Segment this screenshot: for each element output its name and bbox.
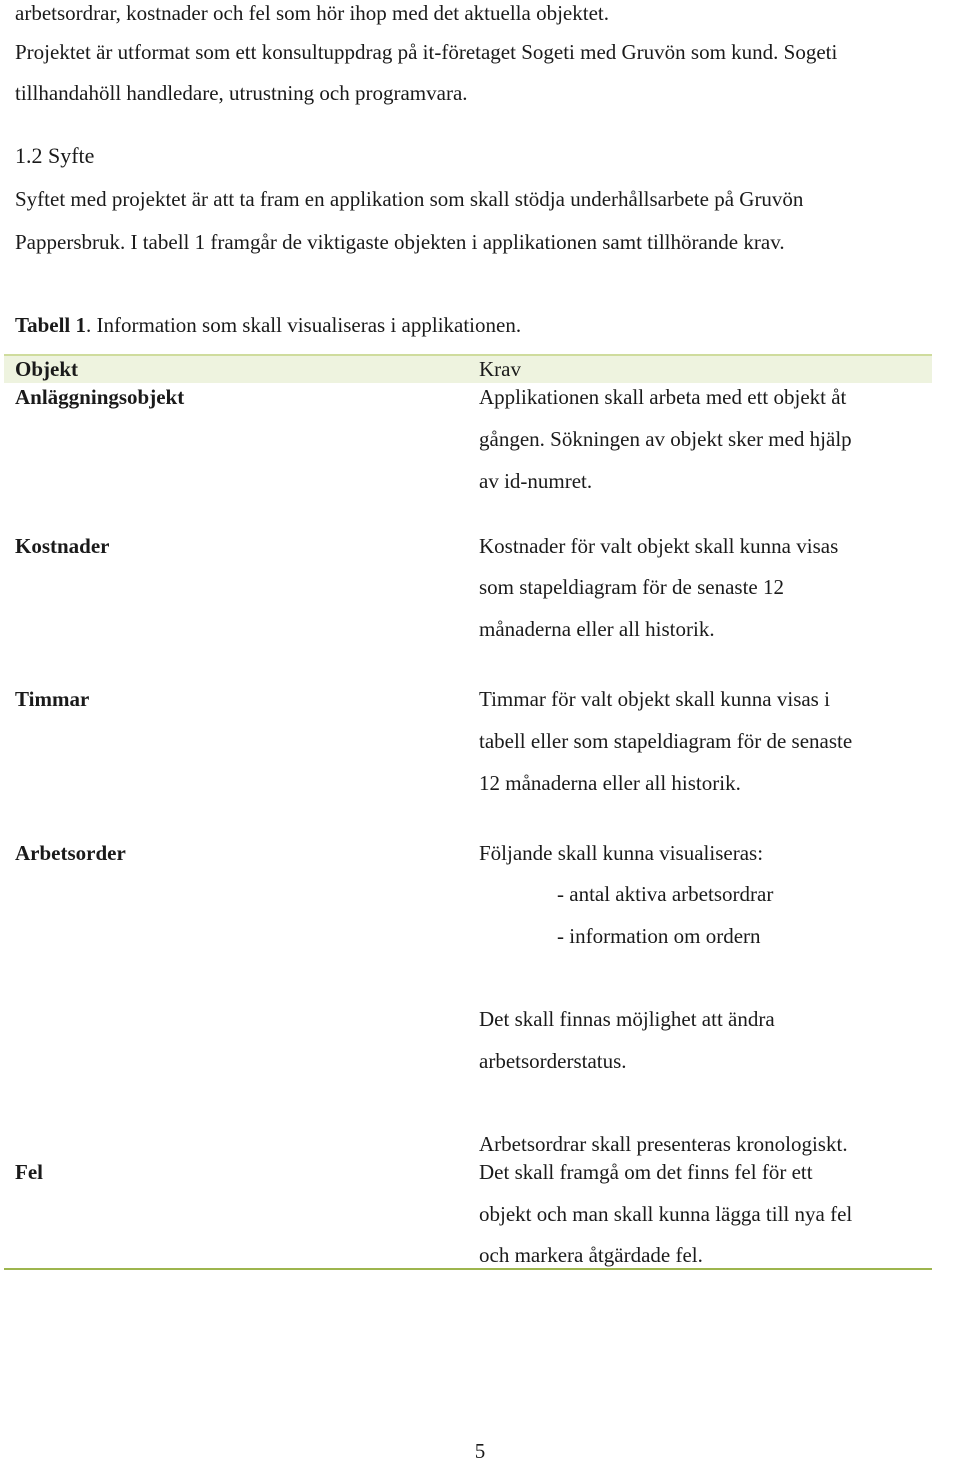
page-number: 5 — [474, 1439, 486, 1463]
table-header-krav: Krav — [479, 357, 521, 381]
table-row-object: Fel — [15, 1160, 43, 1184]
table-row-object: Anläggningsobjekt — [15, 385, 185, 409]
section-line-2: Pappersbruk. I tabell 1 framgår de viktigaste objekten i applikationen samt tillhörande krav. — [15, 230, 785, 254]
table-row-requirement: gången. Sökningen av objekt sker med hjälp — [479, 427, 852, 451]
table-row-object: Kostnader — [15, 534, 110, 558]
table-row-requirement: Kostnader för valt objekt skall kunna visas — [479, 534, 839, 558]
intro-line-1: arbetsordrar, kostnader och fel som hör ihop med det aktuella objektet. — [15, 1, 609, 25]
table-caption-label: Tabell 1 — [15, 313, 86, 337]
table-caption-text: . Information som skall visualiseras i applikationen. — [86, 313, 522, 337]
table-row-requirement: Applikationen skall arbeta med ett objekt åt — [479, 385, 847, 409]
table-row-requirement: Arbetsordrar skall presenteras kronologiskt. — [479, 1132, 848, 1156]
table-row-object: Arbetsorder — [15, 841, 126, 865]
table-row-bullet: - antal aktiva arbetsordrar — [557, 882, 774, 906]
table-row-requirement: 12 månaderna eller all historik. — [479, 771, 741, 795]
table-header-band — [4, 354, 932, 383]
table-row-requirement: arbetsorderstatus. — [479, 1049, 627, 1073]
section-number: 1.2 — [15, 143, 43, 168]
intro-line-3: tillhandahöll handledare, utrustning och programvara. — [15, 81, 468, 105]
table-row-requirement: av id-numret. — [479, 469, 593, 493]
table-row-requirement: Det skall framgå om det finns fel för ett — [479, 1160, 813, 1184]
table-row-requirement: Det skall finnas möjlighet att ändra — [479, 1007, 775, 1031]
table-row-requirement: tabell eller som stapeldiagram för de senaste — [479, 729, 853, 753]
table-row-bullet: - information om ordern — [557, 924, 761, 948]
table-bottom-rule — [4, 1268, 932, 1270]
section-heading — [15, 145, 94, 167]
section-title: Syfte — [48, 143, 95, 168]
table-row-requirement: objekt och man skall kunna lägga till nya fel — [479, 1202, 853, 1226]
table-header-objekt: Objekt — [15, 357, 78, 381]
table-row-requirement: och markera åtgärdade fel. — [479, 1243, 703, 1267]
table-row-object: Timmar — [15, 687, 90, 711]
table-row-requirement: månaderna eller all historik. — [479, 617, 715, 641]
table-row-requirement: Följande skall kunna visualiseras: — [479, 841, 764, 865]
table-row-requirement: Timmar för valt objekt skall kunna visas i — [479, 687, 830, 711]
table-row-requirement: som stapeldiagram för de senaste 12 — [479, 575, 784, 599]
section-line-1: Syftet med projektet är att ta fram en applikation som skall stödja underhållsarbete på Gruvön — [15, 187, 804, 211]
intro-line-2: Projektet är utformat som ett konsultuppdrag på it-företaget Sogeti med Gruvön som kund. Sogeti — [15, 40, 838, 64]
table-caption — [15, 315, 521, 336]
